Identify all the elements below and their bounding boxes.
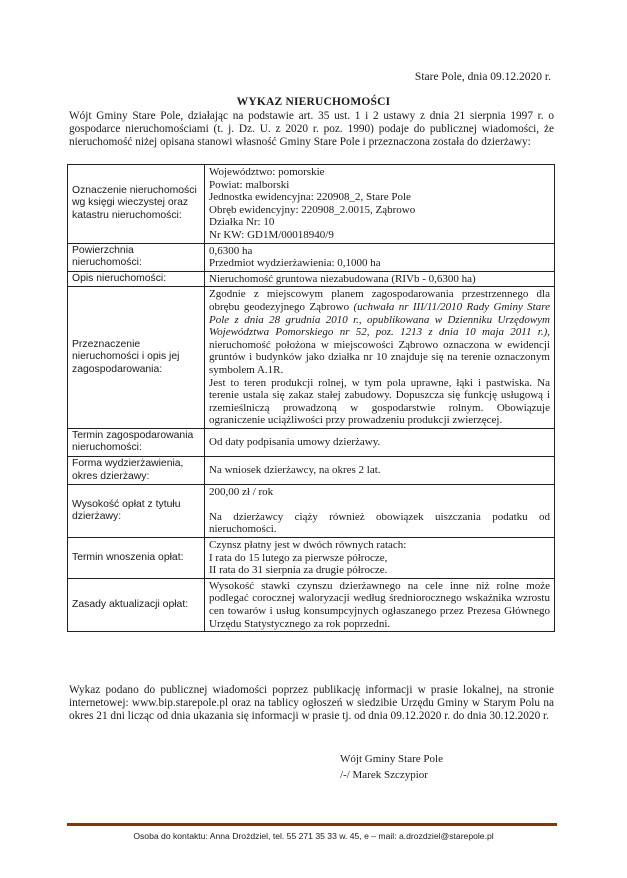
lease-area-line: Przedmiot wydzierżawienia: 0,1000 ha <box>209 257 381 270</box>
label-przeznaczenie: Przeznaczenie nieruchomości i opis jej zagospodarowania: <box>68 287 205 429</box>
tax-note: Na dzierżawcy ciąży również obowiązek uiszczania podatku od nieruchomości. <box>209 510 550 536</box>
payment-line-1: Czynsz płatny jest w dwóch równych ratach: <box>209 539 407 552</box>
publication-paragraph: Wykaz podano do publicznej wiadomości poprzez publikację informacji w prasie lokalnej, na stronie internetowej: www.bip.starepole.pl oraz na tablicy ogłoszeń w siedzibie Urzędu Gminy w Starym Polu na okres 21 dni licząc od dnia ukazania się informacji w prasie tj. od dnia 09.12.2020 r. do dnia 30.12.2020 r. <box>69 684 554 723</box>
kw-line: Nr KW: GD1M/00018940/9 <box>209 228 334 241</box>
label-opis: Opis nieruchomości: <box>68 271 205 287</box>
row-powierzchnia <box>68 243 555 271</box>
date-line: Stare Pole, dnia 09.12.2020 r. <box>414 71 551 83</box>
row-termin-zagospodarowania <box>68 428 555 456</box>
value-przeznaczenie <box>205 287 555 429</box>
payment-line-2: I rata do 15 lutego za pierwsze półrocze, <box>209 551 388 564</box>
land-use-paragraph: Jest to teren produkcji rolnej, w tym pola uprawne, łąki i pastwiska. Na terenie ustala się zakaz stałej zabudowy. Dopuszcza się funkcję usługową i rzemieślniczą prowadzoną w gospodarstwie rolnym. Obowiązuje ograniczenie uciążliwości przy prowadzeniu produkcji zwierzęcej. <box>209 376 550 427</box>
county-line: Powiat: malborski <box>209 178 290 191</box>
value-powierzchnia <box>205 243 555 271</box>
zoning-resolution: (uchwała nr III/11/2010 Rady Gminy Stare Pole z dnia 28 grudnia 2010 r., opublikowana w Dzienniku Urzędowym Województwa Pomorskiego nr 52, poz. 1213 z dnia 10 maja 2011 r.) <box>209 300 550 339</box>
plot-line: Działka Nr: 10 <box>209 216 275 229</box>
row-termin-wnoszenia <box>68 538 555 579</box>
signature-block <box>340 751 443 783</box>
zoning-text-a: Zgodnie z miejscowym planem zagospodarowania przestrzennego dla obrębu geodezyjnego Ząbrowo <box>209 288 550 313</box>
fee-amount: 200,00 zł / rok <box>209 486 274 499</box>
signature-name: /-/ Marek Szczypior <box>340 769 428 781</box>
label-zasady: Zasady aktualizacji opłat: <box>68 578 205 631</box>
value-oznaczenie <box>205 165 555 244</box>
label-wysokosc: Wysokość opłat z tytułu dzierżawy: <box>68 485 205 538</box>
value-opis: Nieruchomość gruntowa niezabudowana (RIVb - 0,6300 ha) <box>205 271 555 287</box>
value-wysokosc <box>205 485 555 538</box>
label-termin-zagospodarowania: Termin zagospodarowania nieruchomości: <box>68 428 205 456</box>
page-title: WYKAZ NIERUCHOMOŚCI <box>236 96 391 108</box>
row-przeznaczenie <box>68 287 555 429</box>
label-termin-wnoszenia: Termin wnoszenia opłat: <box>68 538 205 579</box>
value-forma: Na wniosek dzierżawcy, na okres 2 lat. <box>205 457 555 485</box>
zoning-text-c: , nieruchomość położona w miejscowości Ząbrowo oznaczona w ewidencji gruntów i budynków jako działka nr 10 znajduje się na terenie oznaczonym symbolem A.1R. <box>209 326 550 376</box>
footer-divider <box>67 823 557 826</box>
label-forma: Forma wydzierżawienia, okres dzierżawy: <box>68 457 205 485</box>
row-opis <box>68 271 555 287</box>
label-oznaczenie: Oznaczenie nieruchomości wg księgi wieczystej oraz katastru nieruchomości: <box>68 165 205 244</box>
signature-role: Wójt Gminy Stare Pole <box>340 753 443 765</box>
value-termin-zagospodarowania: Od daty podpisania umowy dzierżawy. <box>205 428 555 456</box>
intro-paragraph: Wójt Gminy Stare Pole, działając na podstawie art. 35 ust. 1 i 2 ustawy z dnia 21 sierpnia 1997 r. o gospodarce nieruchomościami (t. j. Dz. U. z 2020 r. poz. 1990) podaje do publicznej wiadomości, że nieruchomość niżej opisana stanowi własność Gminy Stare Pole i przeznaczona została do dzierżawy: <box>69 110 554 149</box>
value-zasady: Wysokość stawki czynszu dzierżawnego na cele inne niż rolne może podlegać corocznej waloryzacji według średniorocznego wskaźnika wzrostu cen towarów i usług konsumpcyjnych ogłaszanego przez Prezesa Głównego Urzędu Statystycznego za rok poprzedni. <box>205 578 555 631</box>
contact-line: Osoba do kontaktu: Anna Drożdziel, tel. 55 271 35 33 w. 45, e – mail: a.drozdziel@starepole.pl <box>133 831 494 841</box>
row-wysokosc <box>68 485 555 538</box>
payment-line-3: II rata do 31 sierpnia za drugie półrocze. <box>209 564 388 577</box>
value-termin-wnoszenia <box>205 538 555 579</box>
voivodeship-line: Województwo: pomorskie <box>209 166 325 178</box>
area-line: 0,6300 ha <box>209 244 253 257</box>
label-powierzchnia: Powierzchnia nieruchomości: <box>68 243 205 271</box>
property-table <box>67 164 555 632</box>
row-oznaczenie <box>68 165 555 244</box>
row-zasady <box>68 578 555 631</box>
unit-line: Jednostka ewidencyjna: 220908_2, Stare Pole <box>209 191 411 204</box>
row-forma <box>68 457 555 485</box>
precinct-line: Obręb ewidencyjny: 220908_2.0015, Ząbrowo <box>209 203 416 216</box>
